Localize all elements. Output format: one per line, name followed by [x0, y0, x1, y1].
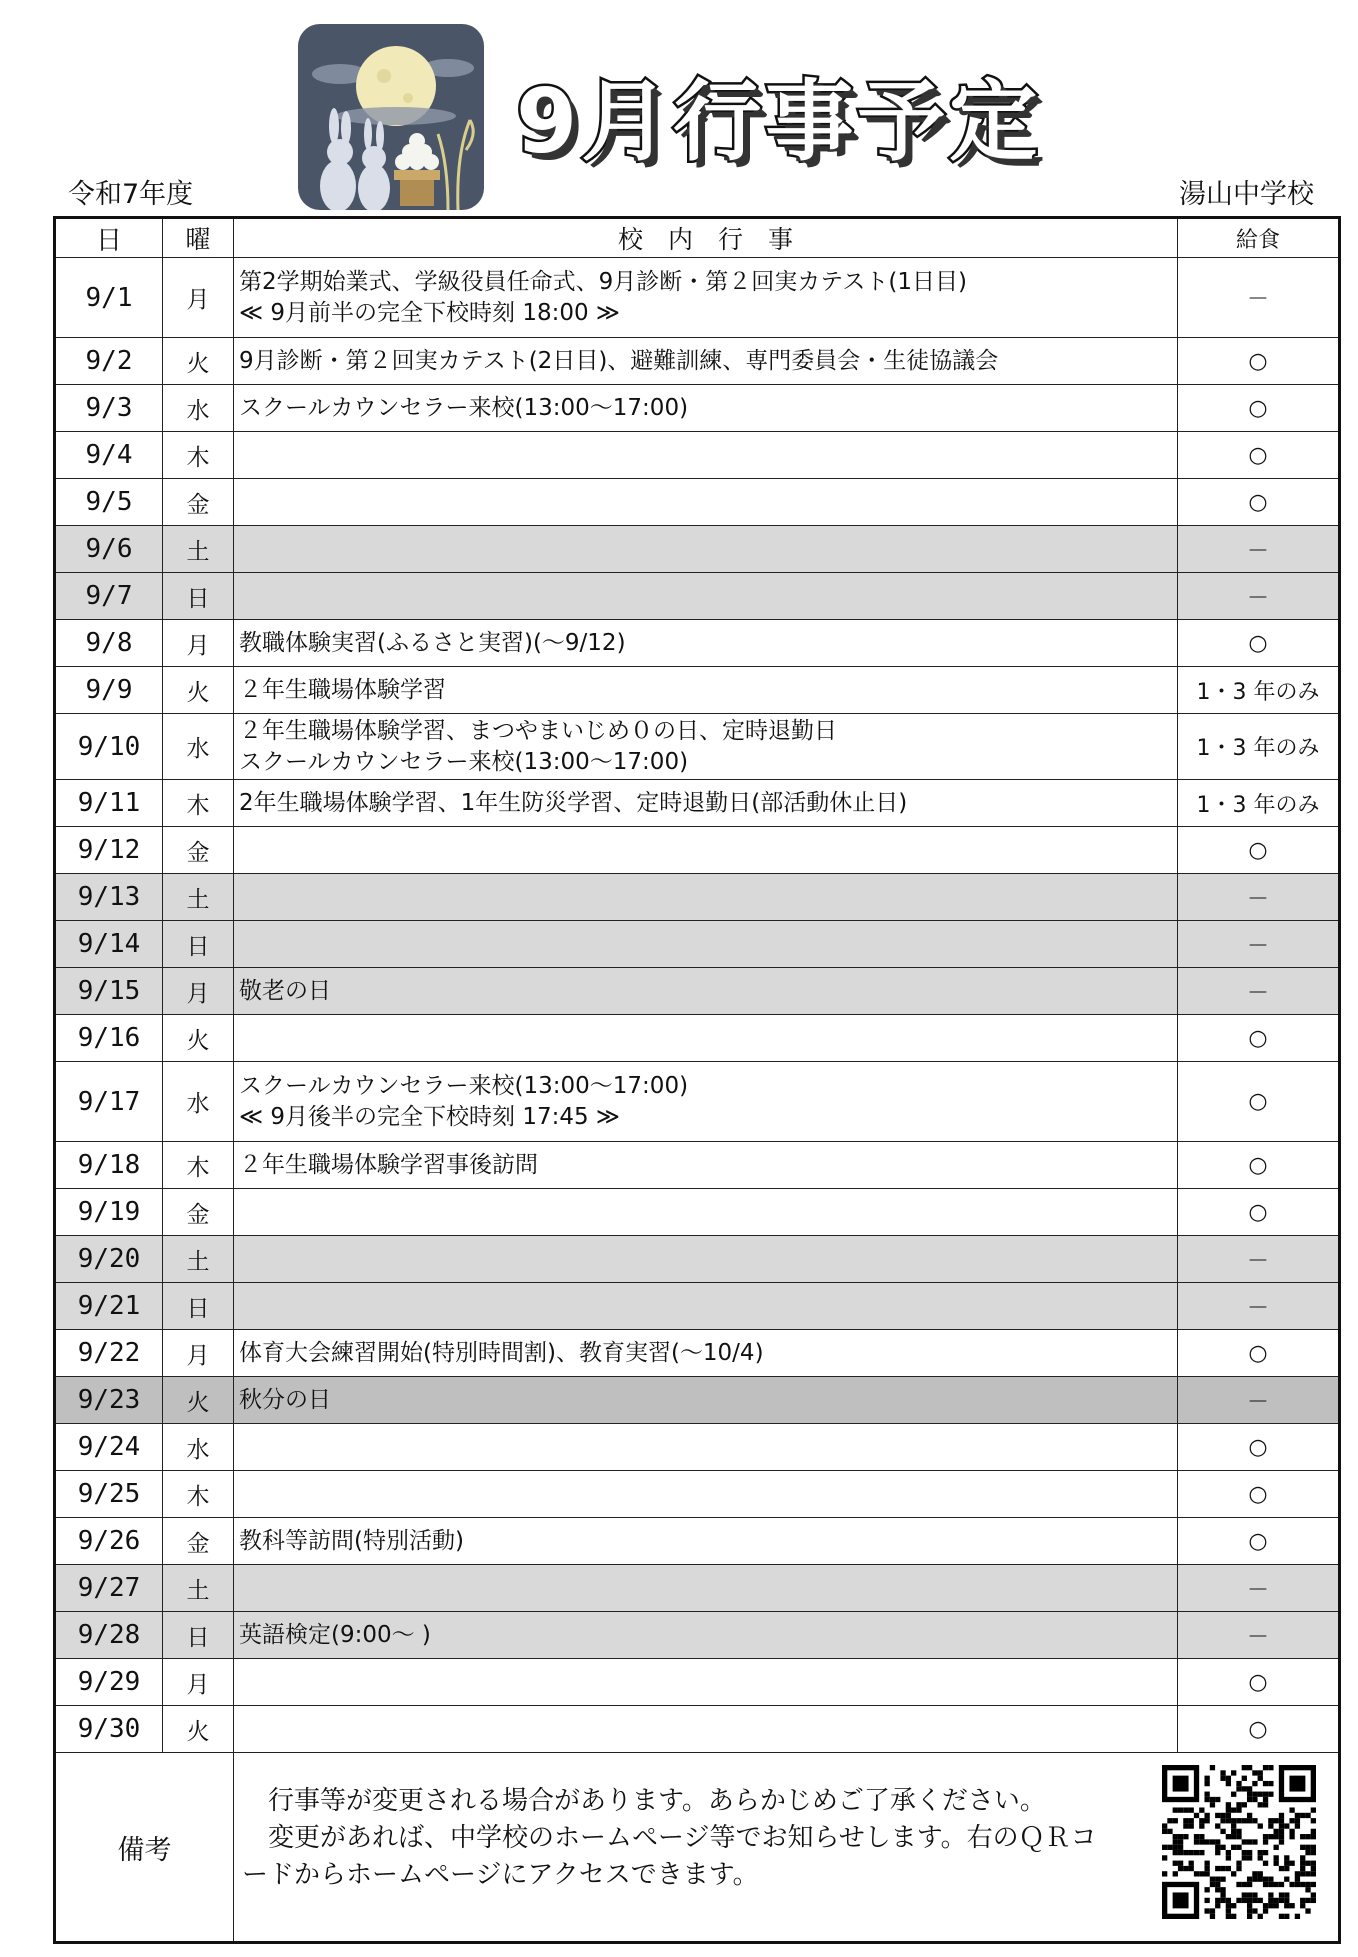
weekday-cell: 月: [163, 620, 234, 667]
lunch-cell: －: [1178, 1377, 1340, 1424]
events-cell: [234, 1283, 1178, 1330]
lunch-cell: －: [1178, 874, 1340, 921]
moon-viewing-illustration-icon: [298, 24, 484, 210]
weekday-cell: 日: [163, 1612, 234, 1659]
weekday-cell: 火: [163, 1377, 234, 1424]
event-line: スクールカウンセラー来校(13:00～17:00): [239, 1072, 689, 1099]
events-cell: [234, 667, 1178, 714]
weekday-cell: 月: [163, 1330, 234, 1377]
table-row: [55, 620, 1340, 667]
event-line: スクールカウンセラー来校(13:00～17:00): [239, 394, 689, 421]
events-cell: [234, 1189, 1178, 1236]
events-cell: [234, 921, 1178, 968]
weekday-cell: 水: [163, 385, 234, 432]
events-cell: [234, 1377, 1178, 1424]
lunch-cell: －: [1178, 1236, 1340, 1283]
lunch-cell: ○: [1178, 620, 1340, 667]
table-row: [55, 258, 1340, 338]
lunch-cell: ○: [1178, 827, 1340, 874]
date-cell: 9/2: [55, 338, 163, 385]
lunch-cell: ○: [1178, 1189, 1340, 1236]
date-cell: 9/8: [55, 620, 163, 667]
events-cell: [234, 1236, 1178, 1283]
event-line: 秋分の日: [239, 1386, 331, 1413]
weekday-cell: 土: [163, 874, 234, 921]
weekday-cell: 水: [163, 714, 234, 780]
weekday-cell: 月: [163, 258, 234, 338]
events-cell: [234, 385, 1178, 432]
event-line: 9月診断・第２回実カテスト(2日目)、避難訓練、専門委員会・生徒協議会: [239, 347, 999, 374]
table-row: [55, 827, 1340, 874]
events-cell: [234, 573, 1178, 620]
lunch-cell: ○: [1178, 1142, 1340, 1189]
events-cell: [234, 874, 1178, 921]
lunch-cell: ○: [1178, 1015, 1340, 1062]
events-cell: [234, 432, 1178, 479]
col-lunch-header: 給食: [1178, 218, 1340, 258]
lunch-cell: ○: [1178, 1062, 1340, 1142]
date-cell: 9/7: [55, 573, 163, 620]
remarks-line: 行事等が変更される場合があります。あらかじめご了承ください。: [242, 1786, 1046, 1816]
remarks-line: 変更があれば、中学校のホームページ等でお知らせします。右のＱＲコードからホームページにアクセスできます。: [242, 1823, 1097, 1890]
lunch-cell: ○: [1178, 1706, 1340, 1753]
lunch-cell: ○: [1178, 385, 1340, 432]
lunch-cell: －: [1178, 921, 1340, 968]
qr-code-icon[interactable]: [1162, 1765, 1316, 1919]
weekday-cell: 土: [163, 526, 234, 573]
date-cell: 9/27: [55, 1565, 163, 1612]
weekday-cell: 火: [163, 667, 234, 714]
date-cell: 9/9: [55, 667, 163, 714]
date-cell: 9/25: [55, 1471, 163, 1518]
lunch-cell: ○: [1178, 1330, 1340, 1377]
lunch-cell: －: [1178, 258, 1340, 338]
table-row: [55, 1377, 1340, 1424]
lunch-cell: ○: [1178, 338, 1340, 385]
weekday-cell: 木: [163, 432, 234, 479]
table-row: [55, 526, 1340, 573]
event-line: 英語検定(9:00～ ): [239, 1621, 431, 1648]
weekday-cell: 月: [163, 968, 234, 1015]
events-cell: [234, 968, 1178, 1015]
weekday-cell: 金: [163, 827, 234, 874]
weekday-cell: 土: [163, 1565, 234, 1612]
lunch-cell: －: [1178, 1283, 1340, 1330]
event-line: 教科等訪問(特別活動): [239, 1527, 464, 1554]
page-title: 9月行事予定: [516, 70, 1042, 173]
event-line: 教職体験実習(ふるさと実習)(～9/12): [239, 629, 626, 656]
events-cell: [234, 1659, 1178, 1706]
schedule-table: [53, 216, 1341, 1944]
table-row: [55, 1015, 1340, 1062]
table-row: [55, 667, 1340, 714]
events-cell: [234, 338, 1178, 385]
date-cell: 9/3: [55, 385, 163, 432]
table-row: [55, 1518, 1340, 1565]
event-line: ２年生職場体験学習事後訪問: [239, 1151, 538, 1178]
lunch-cell: －: [1178, 968, 1340, 1015]
date-cell: 9/24: [55, 1424, 163, 1471]
lunch-cell: －: [1178, 573, 1340, 620]
events-cell: [234, 1142, 1178, 1189]
events-cell: [234, 780, 1178, 827]
table-row: [55, 1565, 1340, 1612]
lunch-cell: 1・3 年のみ: [1178, 780, 1340, 827]
date-cell: 9/23: [55, 1377, 163, 1424]
date-cell: 9/28: [55, 1612, 163, 1659]
weekday-cell: 金: [163, 479, 234, 526]
col-dow-header: 曜: [163, 218, 234, 258]
date-cell: 9/6: [55, 526, 163, 573]
table-row: [55, 1659, 1340, 1706]
table-row: [55, 1189, 1340, 1236]
date-cell: 9/30: [55, 1706, 163, 1753]
events-cell: [234, 1330, 1178, 1377]
weekday-cell: 火: [163, 338, 234, 385]
event-line: ２年生職場体験学習、まつやまいじめ０の日、定時退勤日: [239, 717, 837, 744]
events-cell: [234, 1062, 1178, 1142]
table-row: [55, 1236, 1340, 1283]
events-cell: [234, 620, 1178, 667]
lunch-cell: ○: [1178, 479, 1340, 526]
lunch-cell: －: [1178, 526, 1340, 573]
table-row: [55, 780, 1340, 827]
table-row: [55, 338, 1340, 385]
events-cell: [234, 827, 1178, 874]
weekday-cell: 土: [163, 1236, 234, 1283]
event-line: ≪ 9月後半の完全下校時刻 17:45 ≫: [239, 1103, 621, 1130]
events-cell: [234, 1706, 1178, 1753]
table-row: [55, 1612, 1340, 1659]
event-line: ２年生職場体験学習: [239, 676, 446, 703]
date-cell: 9/20: [55, 1236, 163, 1283]
date-cell: 9/1: [55, 258, 163, 338]
date-cell: 9/19: [55, 1189, 163, 1236]
lunch-cell: ○: [1178, 432, 1340, 479]
date-cell: 9/21: [55, 1283, 163, 1330]
table-row: [55, 385, 1340, 432]
weekday-cell: 火: [163, 1015, 234, 1062]
date-cell: 9/12: [55, 827, 163, 874]
table-row: [55, 921, 1340, 968]
date-cell: 9/11: [55, 780, 163, 827]
date-cell: 9/4: [55, 432, 163, 479]
events-cell: [234, 1565, 1178, 1612]
date-cell: 9/17: [55, 1062, 163, 1142]
weekday-cell: 木: [163, 1471, 234, 1518]
weekday-cell: 日: [163, 1283, 234, 1330]
lunch-cell: ○: [1178, 1518, 1340, 1565]
lunch-cell: －: [1178, 1565, 1340, 1612]
table-row: [55, 1424, 1340, 1471]
event-line: ≪ 9月前半の完全下校時刻 18:00 ≫: [239, 299, 621, 326]
table-row: [55, 874, 1340, 921]
weekday-cell: 木: [163, 780, 234, 827]
table-row: [55, 432, 1340, 479]
event-line: 体育大会練習開始(特別時間割)、教育実習(～10/4): [239, 1339, 764, 1366]
date-cell: 9/26: [55, 1518, 163, 1565]
weekday-cell: 日: [163, 921, 234, 968]
lunch-cell: ○: [1178, 1659, 1340, 1706]
remarks-label: 備考: [55, 1753, 234, 1943]
date-cell: 9/16: [55, 1015, 163, 1062]
events-cell: [234, 1518, 1178, 1565]
weekday-cell: 水: [163, 1062, 234, 1142]
events-cell: [234, 1424, 1178, 1471]
date-cell: 9/13: [55, 874, 163, 921]
table-row: [55, 1283, 1340, 1330]
table-row: [55, 1062, 1340, 1142]
date-cell: 9/10: [55, 714, 163, 780]
weekday-cell: 金: [163, 1189, 234, 1236]
events-cell: [234, 258, 1178, 338]
table-row: [55, 1330, 1340, 1377]
lunch-cell: 1・3 年のみ: [1178, 714, 1340, 780]
events-cell: [234, 1471, 1178, 1518]
lunch-cell: ○: [1178, 1424, 1340, 1471]
event-line: 第2学期始業式、学級役員任命式、9月診断・第２回実カテスト(1日目): [239, 268, 967, 295]
remarks-cell: [234, 1753, 1340, 1943]
remarks-text: [242, 1783, 1112, 1894]
weekday-cell: 金: [163, 1518, 234, 1565]
table-row: [55, 1706, 1340, 1753]
col-events-header: 校 内 行 事: [234, 218, 1178, 258]
weekday-cell: 水: [163, 1424, 234, 1471]
events-cell: [234, 479, 1178, 526]
weekday-cell: 火: [163, 1706, 234, 1753]
date-cell: 9/5: [55, 479, 163, 526]
lunch-cell: －: [1178, 1612, 1340, 1659]
date-cell: 9/15: [55, 968, 163, 1015]
table-row: [55, 1471, 1340, 1518]
event-line: 2年生職場体験学習、1年生防災学習、定時退勤日(部活動休止日): [239, 789, 908, 816]
fiscal-year: 令和7年度: [68, 179, 194, 210]
schedule-body: [55, 258, 1340, 1753]
weekday-cell: 日: [163, 573, 234, 620]
table-row: [55, 479, 1340, 526]
table-row: [55, 1142, 1340, 1189]
events-cell: [234, 714, 1178, 780]
table-row: [55, 968, 1340, 1015]
event-line: 敬老の日: [239, 977, 331, 1004]
lunch-cell: ○: [1178, 1471, 1340, 1518]
event-line: スクールカウンセラー来校(13:00～17:00): [239, 748, 689, 775]
events-cell: [234, 1612, 1178, 1659]
date-cell: 9/22: [55, 1330, 163, 1377]
date-cell: 9/14: [55, 921, 163, 968]
table-row: [55, 573, 1340, 620]
events-cell: [234, 526, 1178, 573]
events-cell: [234, 1015, 1178, 1062]
weekday-cell: 木: [163, 1142, 234, 1189]
weekday-cell: 月: [163, 1659, 234, 1706]
table-row: [55, 714, 1340, 780]
date-cell: 9/29: [55, 1659, 163, 1706]
lunch-cell: 1・3 年のみ: [1178, 667, 1340, 714]
remarks-row: [55, 1753, 1340, 1943]
date-cell: 9/18: [55, 1142, 163, 1189]
table-header-row: [55, 218, 1340, 258]
col-date-header: 日: [55, 218, 163, 258]
school-name: 湯山中学校: [1179, 179, 1314, 210]
